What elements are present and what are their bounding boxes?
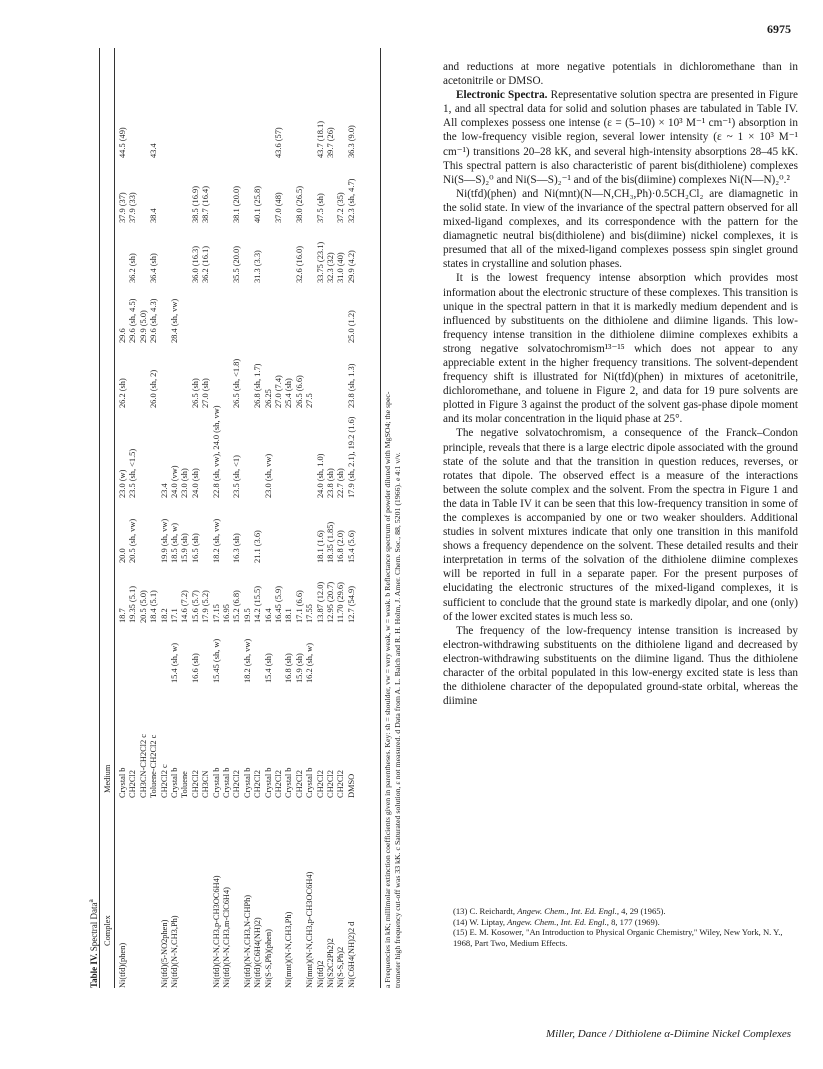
table-row bbox=[212, 48, 222, 988]
cell-frequency: 15.9 (sh) bbox=[180, 533, 190, 563]
cell-frequency: 36.2 (sh) bbox=[128, 253, 138, 283]
cell-complex: Ni(tfd)(N-N,CH3,N-CHPh) bbox=[242, 894, 252, 988]
cell-frequency: 19.9 (sh, vw) bbox=[159, 518, 169, 563]
cell-frequency: 18.2 bbox=[159, 608, 169, 623]
cell-medium: Crystal b bbox=[222, 767, 231, 798]
cell-frequency: 22.8 (sh, vw), 24.0 (sh, vw) bbox=[211, 405, 221, 498]
cell-frequency: 27.0 (sh) bbox=[201, 378, 211, 408]
cell-frequency: 25.4 (sh) bbox=[284, 378, 294, 408]
running-footer: Miller, Dance / Dithiolene α-Diimine Nickel Complexes bbox=[546, 1028, 791, 1040]
cell-frequency: 20.5 (5.0) bbox=[138, 590, 148, 623]
cell-frequency: 24.0 (vw) bbox=[170, 465, 179, 498]
cell-frequency: 12.7 (54.9) bbox=[346, 586, 356, 623]
table-bottom-rule bbox=[380, 48, 381, 988]
cell-frequency: 38.0 (26.5) bbox=[294, 186, 304, 223]
cell-frequency: 17.1 (6.6) bbox=[294, 590, 304, 623]
table-row bbox=[295, 48, 305, 988]
table-row bbox=[284, 48, 294, 988]
cell-frequency: 27.0 (7.4) bbox=[274, 375, 283, 408]
paragraph-2 bbox=[443, 88, 798, 187]
cell-frequency: 36.4 (sh) bbox=[149, 253, 159, 283]
cell-medium: CH2Cl2 bbox=[253, 770, 263, 798]
cell-complex: Ni(tfd)(5-NO2phen) bbox=[159, 919, 169, 988]
cell-medium: Crystal b bbox=[284, 767, 294, 798]
cell-frequency: 23.5 (sh, <1.5) bbox=[128, 448, 138, 498]
table-row bbox=[222, 48, 232, 988]
reference-15 bbox=[443, 927, 798, 948]
cell-frequency: 38.5 (16.9) bbox=[190, 186, 200, 223]
cell-frequency: 16.95 bbox=[222, 604, 231, 623]
table-row bbox=[149, 48, 159, 988]
cell-frequency: 43.4 bbox=[149, 143, 159, 158]
paragraph-5: The negative solvatochromism, a consequence of the Franck–Condon principle, reveals that there is a large electric dipole associated with the ground state of the solute and that the transition in question reduces, reverses, or rotates that dipole. The observed effect is a measure of the interactions between the solute complex and the solvent. From the spectra in Figure 1 and the data in Table IV it can be seen that this low-frequency transition in some of the complexes is accompanied by one or two weaker shoulders. Additional studies in solvent mixtures indicate that only one transition in this manifold shows a frequency dependence on the solvent. These detailed results and their interpretation in terms of the solvation of the dithiolene diimine complexes will be reported in full in a separate paper. For the present purposes of elucidating the electronic structures of the mixed-ligand complexes, it is sufficient to conclude that the ground state is markedly dipolar, and one (only) of the lower excited states is much less so. bbox=[443, 427, 798, 623]
table-footnotes bbox=[383, 48, 402, 988]
cell-frequency: 32.3 (sh, 4.7) bbox=[346, 178, 356, 223]
cell-frequency: 23.4 bbox=[159, 483, 169, 498]
table-row bbox=[191, 48, 201, 988]
cell-frequency: 36.2 (16.1) bbox=[201, 246, 211, 283]
table-label: Table IV. bbox=[89, 953, 99, 988]
section-heading-electronic-spectra: Electronic Spectra. bbox=[456, 89, 548, 102]
header-medium: Medium bbox=[103, 764, 112, 793]
cell-frequency: 31.0 (40) bbox=[336, 252, 346, 283]
cell-frequency: 14.6 (7.2) bbox=[180, 590, 190, 623]
paragraph-4: It is the lowest frequency intense absorption which provides most information about the electronic structure of these complexes. This transition is unique in the spectral pattern in that it is markedly medium dependent and is influenced by substituents on the dithiolene and diimine ligands. This low-frequency intense transition in the dithiolene diimine complexes exhibits a strong negative solvatochromism¹³⁻¹⁵ which does not appear to any appreciable extent in the higher frequency transitions. The solvent-dependent frequency shift is illustrated for Ni(tfd)(phen) in mixtures of acetonitrile, dichloromethane, and toluene in Figure 2, and data for 19 pure solvents are plotted in Figure 3 against the product of the solvent gas-phase dipole moment and its molar concentration in the liquid phase at 25°. bbox=[443, 272, 798, 426]
cell-medium: Crystal b bbox=[263, 767, 273, 798]
cell-medium: CH2Cl2 bbox=[336, 770, 346, 798]
cell-complex: Ni(tfd)2 bbox=[315, 960, 325, 988]
table-row bbox=[160, 48, 170, 988]
cell-frequency: 18.35 (1.85) bbox=[326, 521, 335, 563]
paragraph-1: and reductions at more negative potentials in dichloromethane than in acetonitrile or DMSO. bbox=[443, 61, 798, 88]
table-top-rule bbox=[99, 48, 100, 988]
spectral-data-table-region bbox=[86, 48, 406, 998]
cell-frequency: 15.9 (sh) bbox=[294, 653, 304, 683]
cell-frequency: 26.5 (6.6) bbox=[294, 375, 304, 408]
cell-frequency: 26.8 (sh, 1.7) bbox=[253, 363, 263, 408]
cell-frequency: 15.45 (sh, w) bbox=[211, 638, 221, 683]
paragraph-2-text: Representative solution spectra are presented in Figure 1, and all spectral data for solid and solution phases are tabulated in Table IV. All complexes possess one intense (ε = (5–10) × 10³ M⁻¹ cm⁻¹) absorption in the low-frequency visible region, several lower intensity (ε ~ 1 × 10³ M⁻¹ cm⁻¹) transitions 20–28 kK, and several high-intensity absorptions 28–45 kK. This spectral pattern is also characteristic of parent bis(dithiolene) complexes Ni(S—S)₂⁰ and Ni(S—S)₂⁻¹ and of the bis(diimine) complexes Ni(N—N)₂⁰.² bbox=[443, 89, 799, 186]
cell-frequency: 17.55 bbox=[305, 604, 315, 623]
cell-frequency: 20.0 bbox=[118, 548, 127, 563]
cell-frequency: 22.7 (sh) bbox=[336, 468, 346, 498]
cell-complex: Ni(tfd)(N-N,CH3,Ph) bbox=[170, 915, 179, 988]
cell-frequency: 38.7 (16.4) bbox=[201, 186, 211, 223]
cell-medium: CH2Cl2 bbox=[315, 770, 325, 798]
table-row bbox=[118, 48, 128, 988]
cell-frequency: 18.4 (5.1) bbox=[149, 590, 159, 623]
cell-frequency: 23.0 (w) bbox=[118, 469, 127, 498]
table-row bbox=[336, 48, 346, 988]
cell-frequency: 37.0 (48) bbox=[274, 192, 283, 223]
cell-frequency: 29.6 (sh, 4.5) bbox=[128, 298, 138, 343]
cell-frequency: 36.3 (9.0) bbox=[346, 125, 356, 158]
cell-frequency: 18.2 (sh, vw) bbox=[211, 518, 221, 563]
table-row bbox=[264, 48, 274, 988]
cell-frequency: 29.9 (5.0) bbox=[138, 310, 148, 343]
table-footnote-line-2: trometer high frequency cut-off was 33 kK. c Saturated solution, ε not measured. d Data from A. L. Balch and R. H. Holm, J. Amer. Chem. Soc., 88, 5201 (1966). e 4:1 v/v. bbox=[392, 452, 402, 988]
cell-frequency: 33.75 (23.1) bbox=[315, 241, 325, 283]
cell-complex: Ni(S-S,Ph)(phen) bbox=[263, 929, 273, 988]
cell-frequency: 14.2 (15.5) bbox=[253, 586, 263, 623]
cell-medium: CH2Cl2 bbox=[294, 770, 304, 798]
references bbox=[443, 906, 798, 948]
cell-medium: CH2Cl2 bbox=[274, 770, 283, 798]
cell-medium: Toluene-CH2Cl2 c bbox=[149, 734, 159, 798]
table-row bbox=[180, 48, 190, 988]
cell-frequency: 23.5 (sh, <1) bbox=[232, 455, 242, 498]
cell-frequency: 18.1 (1.6) bbox=[315, 530, 325, 563]
cell-frequency: 28.4 (sh, vw) bbox=[170, 298, 179, 343]
cell-frequency: 43.6 (57) bbox=[274, 127, 283, 158]
cell-complex: Ni(S2C2Ph2)2 bbox=[326, 938, 335, 988]
cell-frequency: 43.7 (18.1) bbox=[315, 121, 325, 158]
table-row bbox=[232, 48, 242, 988]
body-text-column bbox=[443, 60, 798, 708]
reference-details: 8, 177 (1969). bbox=[611, 916, 660, 927]
page-number: 6975 bbox=[767, 22, 791, 36]
table-title: Spectral Data bbox=[89, 902, 99, 952]
reference-details: 4, 29 (1965). bbox=[621, 906, 666, 916]
cell-medium: CH2Cl2 bbox=[128, 770, 138, 798]
table-row bbox=[139, 48, 149, 988]
cell-frequency: 19.5 bbox=[242, 608, 252, 623]
cell-frequency: 26.25 bbox=[263, 389, 273, 408]
cell-medium: Toluene bbox=[180, 771, 190, 798]
reference-authors: W. Liptay, bbox=[469, 916, 505, 927]
cell-frequency: 32.3 (32) bbox=[326, 252, 335, 283]
cell-medium: Crystal b bbox=[118, 767, 127, 798]
table-row bbox=[201, 48, 211, 988]
table-row bbox=[253, 48, 263, 988]
cell-frequency: 23.0 (sh, vw) bbox=[263, 453, 273, 498]
spectral-data-table bbox=[86, 48, 406, 988]
cell-medium: CH3CN bbox=[201, 770, 211, 798]
cell-complex: Ni(mnt)(N-N,CH3,Ph) bbox=[284, 911, 294, 988]
cell-medium: Crystal b bbox=[170, 767, 179, 798]
table-row bbox=[316, 48, 326, 988]
cell-complex: Ni(tfd)(C6H4(NH)2) bbox=[253, 917, 263, 988]
cell-frequency: 15.4 (5.6) bbox=[346, 530, 356, 563]
cell-frequency: 23.8 (sh) bbox=[326, 468, 335, 498]
cell-frequency: 11.70 (29.6) bbox=[336, 582, 346, 623]
cell-frequency: 26.5 (sh, <1.8) bbox=[232, 358, 242, 408]
reference-authors: E. M. Kosower, "An Introduction to Physical Organic Chemistry," Wiley, New York, N. Y., 1968, Part Two, Medium Effects. bbox=[453, 927, 783, 948]
table-header-rule bbox=[114, 48, 115, 988]
cell-medium: CH2Cl2 c bbox=[159, 764, 169, 798]
paragraph-3: Ni(tfd)(phen) and Ni(mnt)(N—N,CH₃,Ph)·0.5CH₂Cl₂ are diamagnetic in the solid state. In view of the invariance of the spectral pattern observed for all mixed-ligand complexes, and its correspondence with the pattern for the diamagnetic neutral bis(dithiolene) and bis(diimine) nickel complexes, it is presumed that all of the mixed-ligand complexes possess spin singlet ground states in crystalline and solution phases. bbox=[443, 187, 798, 271]
reference-journal: Angew. Chem., Int. Ed. Engl., bbox=[517, 906, 619, 916]
cell-frequency: 16.5 (sh) bbox=[190, 533, 200, 563]
cell-frequency: 39.7 (26) bbox=[326, 127, 335, 158]
cell-frequency: 29.6 (sh, 4.3) bbox=[149, 298, 159, 343]
cell-frequency: 18.7 bbox=[118, 608, 127, 623]
cell-frequency: 17.9 (sh, 2.1), 19.2 (1.6) bbox=[346, 416, 356, 498]
paragraph-6: The frequency of the low-frequency intense transition is increased by electron-withdrawing substituents on the dithiolene ligand and decreased by electron-withdrawing substituents on the diimine ligand. Thus the dithiolene character of the orbital populated in this low-energy excited state is less than the dithiolene character of the depopulated ground-state orbital, whereas the diimine bbox=[443, 624, 798, 708]
cell-frequency: 18.5 (sh, w) bbox=[170, 522, 179, 563]
cell-medium: CH2Cl2 bbox=[232, 770, 242, 798]
cell-frequency: 26.5 (sh) bbox=[190, 378, 200, 408]
table-row bbox=[170, 48, 180, 988]
cell-frequency: 26.2 (sh) bbox=[118, 378, 127, 408]
cell-frequency: 29.9 (4.2) bbox=[346, 250, 356, 283]
cell-frequency: 15.6 (5.7) bbox=[190, 590, 200, 623]
cell-frequency: 16.4 bbox=[263, 608, 273, 623]
cell-frequency: 15.4 (sh, w) bbox=[170, 642, 179, 683]
cell-frequency: 35.5 (20.0) bbox=[232, 246, 242, 283]
cell-medium: CH2Cl2 bbox=[190, 770, 200, 798]
cell-frequency: 38.1 (20.0) bbox=[232, 186, 242, 223]
cell-complex: Ni(tfd)(N-N,CH3,p-CH3OC6H4) bbox=[211, 875, 221, 988]
cell-frequency: 20.5 (sh, vw) bbox=[128, 518, 138, 563]
cell-frequency: 37.2 (35) bbox=[336, 192, 346, 223]
table-row bbox=[243, 48, 253, 988]
cell-frequency: 23.0 (sh) bbox=[180, 468, 190, 498]
table-row bbox=[347, 48, 357, 988]
cell-frequency: 36.0 (16.3) bbox=[190, 246, 200, 283]
reference-number: (14) bbox=[453, 916, 468, 927]
reference-14 bbox=[443, 917, 798, 928]
reference-journal: Angew. Chem., Int. Ed. Engl., bbox=[507, 916, 609, 927]
cell-frequency: 18.2 (sh, vw) bbox=[242, 638, 252, 683]
reference-number: (13) bbox=[453, 906, 468, 916]
table-row bbox=[326, 48, 336, 988]
cell-frequency: 16.8 (2.0) bbox=[336, 530, 346, 563]
header-complex: Complex bbox=[103, 915, 112, 946]
reference-13 bbox=[443, 906, 798, 917]
cell-frequency: 17.15 bbox=[211, 604, 221, 623]
cell-frequency: 18.1 bbox=[284, 608, 294, 623]
cell-complex: Ni(S-S,Ph)2 bbox=[336, 946, 346, 988]
cell-medium: DMSO bbox=[346, 773, 356, 798]
cell-medium: CH2Cl2 bbox=[326, 770, 335, 798]
table-row bbox=[305, 48, 315, 988]
cell-frequency: 15.4 (sh) bbox=[263, 653, 273, 683]
table-caption bbox=[86, 899, 99, 988]
cell-frequency: 16.8 (sh) bbox=[284, 653, 294, 683]
cell-frequency: 21.1 (3.6) bbox=[253, 530, 263, 563]
cell-frequency: 24.0 (sh, 1.0) bbox=[315, 453, 325, 498]
cell-complex: Ni(tfd)(phen) bbox=[118, 942, 127, 988]
cell-frequency: 37.9 (33) bbox=[128, 192, 138, 223]
cell-frequency: 25.0 (1.2) bbox=[346, 310, 356, 343]
reference-authors: C. Reichardt, bbox=[469, 906, 516, 916]
cell-frequency: 31.3 (3.3) bbox=[253, 250, 263, 283]
cell-frequency: 37.5 (sh) bbox=[315, 193, 325, 223]
table-row bbox=[274, 48, 284, 988]
cell-frequency: 12.95 (20.7) bbox=[326, 581, 335, 623]
table-footnote-line-1: a Frequencies in kK; millimolar extinction coefficients given in parentheses. Key: sh = shoulder, vw = very weak, w = weak. b Reflectance spectrum of powder diluted with MgSO4; the spec- bbox=[383, 391, 392, 988]
cell-medium: Crystal b bbox=[305, 767, 315, 798]
cell-frequency: 37.9 (37) bbox=[118, 192, 127, 223]
cell-complex: Ni(mnt)(N-N,CH3,p-CH3OC6H4) bbox=[305, 871, 315, 988]
cell-frequency: 19.35 (5.1) bbox=[128, 586, 138, 623]
cell-frequency: 16.3 (sh) bbox=[232, 533, 242, 563]
cell-frequency: 15.2 (6.8) bbox=[232, 590, 242, 623]
cell-frequency: 23.8 (sh, 1.3) bbox=[346, 363, 356, 408]
cell-frequency: 40.1 (25.8) bbox=[253, 186, 263, 223]
cell-complex: Ni(tfd)(N-N,CH3,m-ClC6H4) bbox=[222, 887, 231, 988]
cell-frequency: 29.6 bbox=[118, 328, 127, 343]
cell-medium: Crystal b bbox=[242, 767, 252, 798]
table-row bbox=[128, 48, 138, 988]
cell-frequency: 16.2 (sh, w) bbox=[305, 642, 315, 683]
cell-frequency: 16.45 (5.9) bbox=[274, 586, 283, 623]
table-title-note: a bbox=[86, 899, 95, 903]
cell-frequency: 24.0 (sh) bbox=[190, 468, 200, 498]
cell-frequency: 16.6 (sh) bbox=[190, 653, 200, 683]
cell-frequency: 17.9 (5.2) bbox=[201, 590, 211, 623]
cell-frequency: 26.0 (sh, 2) bbox=[149, 369, 159, 408]
cell-frequency: 13.87 (12.0) bbox=[315, 581, 325, 623]
cell-complex: Ni(C6H4(NH)2)2 d bbox=[346, 921, 356, 988]
cell-frequency: 17.1 bbox=[170, 608, 179, 623]
cell-frequency: 32.6 (16.0) bbox=[294, 246, 304, 283]
cell-frequency: 44.5 (49) bbox=[118, 127, 127, 158]
cell-frequency: 27.5 bbox=[305, 393, 315, 408]
cell-medium: Crystal b bbox=[211, 767, 221, 798]
cell-medium: CH3CN-CH2Cl2 c bbox=[138, 734, 148, 798]
reference-number: (15) bbox=[453, 927, 468, 938]
cell-frequency: 38.4 bbox=[149, 208, 159, 223]
